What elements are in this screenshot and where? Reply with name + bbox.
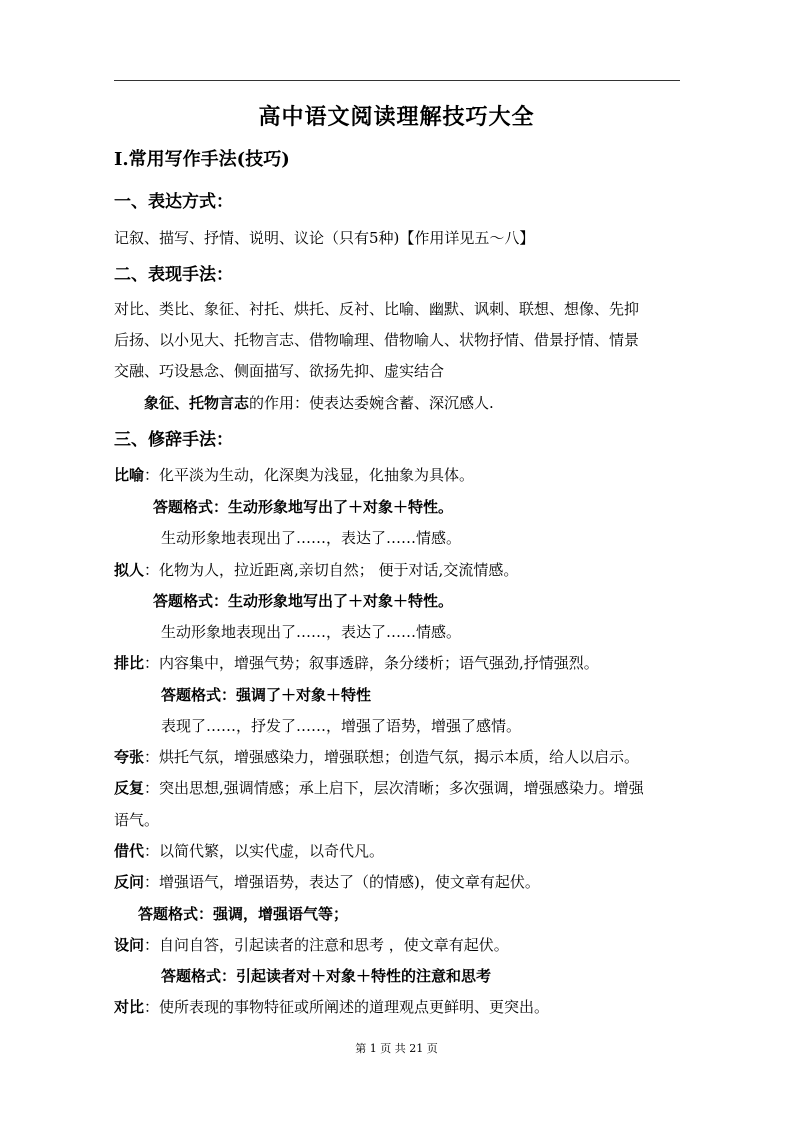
metaphor-answer-format: 答题格式：生动形象地写出了＋对象＋特性。 bbox=[153, 498, 454, 516]
metonymy-line bbox=[114, 841, 384, 861]
symbolism-note bbox=[144, 393, 494, 413]
personification-term: 拟人 bbox=[114, 561, 145, 579]
part-heading: Ⅰ.常用写作手法(技巧) bbox=[114, 149, 290, 170]
symbolism-note-term: 象征、托物言志 bbox=[144, 394, 250, 412]
metaphor-answer-format-2: 生动形象地表现出了……，表达了……情感。 bbox=[161, 529, 462, 547]
symbolism-note-text: 的作用：使表达委婉含蓄、深沉感人. bbox=[249, 394, 494, 412]
parallelism-line bbox=[114, 653, 599, 673]
repetition-term: 反复 bbox=[114, 779, 145, 797]
section-heading-expression: 一、表达方式： bbox=[114, 192, 233, 212]
repetition-line-2: 语气。 bbox=[114, 811, 160, 829]
contrast-line bbox=[114, 997, 549, 1017]
question-answer-answer-format: 答题格式：引起读者对＋对象＋特性的注意和思考 bbox=[161, 967, 492, 985]
techniques-line-3: 交融、巧设悬念、侧面描写、欲扬先抑、虚实结合 bbox=[114, 362, 445, 380]
personification-answer-format-2: 生动形象地表现出了……，表达了……情感。 bbox=[161, 623, 462, 641]
header-rule bbox=[114, 80, 680, 81]
rhetorical-question-text: ：增强语气，增强语势，表达了（的情感)，使文章有起伏。 bbox=[144, 873, 540, 891]
question-answer-term: 设问 bbox=[114, 936, 145, 954]
page-footer: 第 1 页 共 21 页 bbox=[355, 1042, 438, 1055]
parallelism-answer-format: 答题格式：强调了＋对象＋特性 bbox=[161, 686, 372, 704]
question-answer-text: ：自问自答，引起读者的注意和思考 ，使文章有起伏。 bbox=[144, 936, 509, 954]
page-title: 高中语文阅读理解技巧大全 bbox=[258, 104, 535, 130]
parallelism-text: ：内容集中，增强气势；叙事透辟，条分缕析；语气强劲,抒情强烈。 bbox=[144, 654, 599, 672]
metaphor-term: 比喻 bbox=[114, 466, 145, 484]
section-heading-rhetoric: 三、修辞手法： bbox=[114, 430, 233, 450]
question-answer-line bbox=[114, 935, 509, 955]
parallelism-answer-format-2: 表现了……，抒发了……，增强了语势，增强了感情。 bbox=[161, 717, 522, 735]
contrast-term: 对比 bbox=[114, 998, 145, 1016]
metonymy-term: 借代 bbox=[114, 842, 145, 860]
rhetorical-question-term: 反问 bbox=[114, 873, 145, 891]
metonymy-text: ：以简代繁，以实代虚，以奇代凡。 bbox=[144, 842, 385, 860]
repetition-text: ：突出思想,强调情感；承上启下，层次清晰；多次强调，增强感染力。增强 bbox=[144, 779, 644, 797]
personification-line bbox=[114, 560, 518, 580]
techniques-line-2: 后扬、以小见大、托物言志、借物喻理、借物喻人、状物抒情、借景抒情、情景 bbox=[114, 331, 640, 349]
section-heading-techniques: 二、表现手法： bbox=[114, 265, 233, 285]
hyperbole-term: 夸张 bbox=[114, 748, 145, 766]
rhetorical-question-answer-format: 答题格式：强调，增强语气等； bbox=[138, 905, 349, 923]
parallelism-term: 排比 bbox=[114, 654, 145, 672]
contrast-text: ：使所表现的事物特征或所阐述的道理观点更鲜明、更突出。 bbox=[144, 998, 550, 1016]
rhetorical-question-line bbox=[114, 872, 540, 892]
techniques-line-1: 对比、类比、象征、衬托、烘托、反衬、比喻、幽默、讽刺、联想、想像、先抑 bbox=[114, 300, 640, 318]
hyperbole-line bbox=[114, 747, 639, 767]
expression-methods-text: 记叙、描写、抒情、说明、议论（只有5种)【作用详见五～八】 bbox=[114, 229, 535, 247]
personification-text: ：化物为人，拉近距离,亲切自然； 便于对话,交流情感。 bbox=[144, 561, 519, 579]
metaphor-text: ：化平淡为生动，化深奥为浅显，化抽象为具体。 bbox=[144, 466, 475, 484]
hyperbole-text: ：烘托气氛，增强感染力，增强联想；创造气氛，揭示本质，给人以启示。 bbox=[144, 748, 640, 766]
repetition-line bbox=[114, 778, 644, 798]
metaphor-line bbox=[114, 465, 474, 485]
personification-answer-format: 答题格式：生动形象地写出了＋对象＋特性。 bbox=[153, 592, 454, 610]
